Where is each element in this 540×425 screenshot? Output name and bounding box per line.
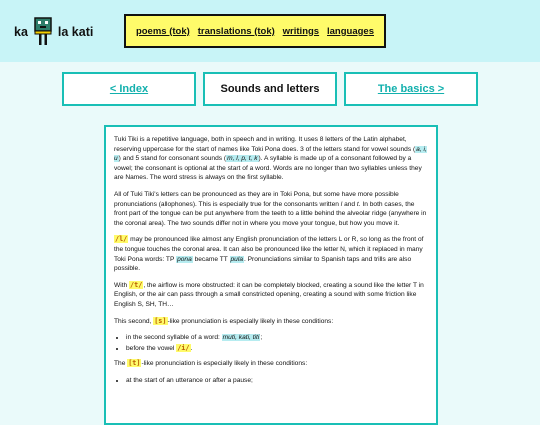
letter-l: l [340,200,343,208]
site-brand[interactable] [14,14,93,50]
text: This second, [114,317,154,325]
text: and [342,200,357,208]
header-bar [0,0,540,62]
example-words: muti, kati, titi [222,334,260,342]
current-page-title: Sounds and letters [203,72,337,106]
phoneme-i: /i/ [177,343,190,352]
text: before the vowel [126,344,177,352]
text: ; [260,334,263,342]
paragraph-intro [114,135,428,183]
text: . In both cases, the front part of the tongue can be put anywhere from the teeth to a little behind the alveolar ridge (anywhere in the coronal area). The two sounds differ not in where you move your tongue, but how you move it. [114,200,427,227]
paragraph-allophones [114,190,428,228]
text: . [190,344,193,352]
s-conditions-list [114,333,428,353]
nav-link-writings[interactable]: writings [282,25,320,37]
brand-left-text: ka [14,25,28,39]
phone-s: [s] [154,316,167,325]
text: may be pronounced like almost any English pronunciation of the letters L or R, so long as the front of the tongue touches the coronal area. It can also be pronounced like the letter N, which it replaced in many Toki Pona words: TP [114,236,424,263]
consonant-letters: m, l, p, t, k [227,155,258,163]
text: ). A syllable is made up of a consonant followed by a vowel; the consonant is optional at the start of a word. Words are no longer than two syllables unless they are Names. The word stress is always on the first syllable. [114,155,422,182]
next-page-link[interactable]: The basics > [344,72,478,106]
text: , the airflow is more obstructed: it can be completely blocked, creating a sound like the letter T in English, or the air can pass through a small constricted opening, creating a sound with some friction like English S, SH, TH… [114,281,424,308]
list-item: • at the start of an utterance or after a pause; [126,376,428,386]
nav-link-languages[interactable]: languages [327,25,374,37]
list-item [126,344,428,354]
word-pula: pula [230,255,243,263]
phone-t: [t] [128,359,141,368]
t-conditions-list [114,376,428,386]
text: . Pronunciations similar to Spanish taps and trills are also possible. [114,255,412,273]
brand-right-text: la kati [57,25,94,39]
main-nav [124,14,386,48]
text: in the second syllable of a word: [126,334,222,342]
paragraph-t-sound [114,281,428,310]
list-item [126,333,428,343]
text: ) and 5 stand for consonant sounds ( [118,155,227,163]
text: Tuki Tiki is a repetitive language, both in speech and in writing. It uses 8 letters of the Latin alphabet, reserving uppercase for the start of names like Toki Pona does. 3 of the letters stand for vowel sounds ( [114,136,416,153]
paragraph-l-sound [114,235,428,273]
text: All of Tuki Tiki's letters can be pronounced as they are in Toki Pona, but some have more possible pronunciations (allophones). This is especially true for the consonants written [114,190,399,208]
letter-t: t [356,200,359,208]
article-content [104,125,438,425]
word-pona: pona [177,255,192,263]
robot-face-icon [34,17,52,47]
paragraph-s-conditions [114,317,428,327]
nav-link-poems[interactable]: poems (tok) [135,25,190,37]
phoneme-t: /t/ [130,280,143,289]
vowel-letters: a, i, u [114,145,427,163]
paragraph-t-conditions [114,359,428,369]
text: became TT [192,255,230,263]
phoneme-l: /l/ [115,235,128,244]
nav-link-translations[interactable]: translations (tok) [197,25,275,37]
text: The [114,360,128,368]
prev-page-link[interactable]: < Index [62,72,196,106]
text: With [114,281,130,289]
text: -like pronunciation is especially likely in these conditions: [167,317,334,325]
text: -like pronunciation is especially likely in these conditions: [141,360,308,368]
